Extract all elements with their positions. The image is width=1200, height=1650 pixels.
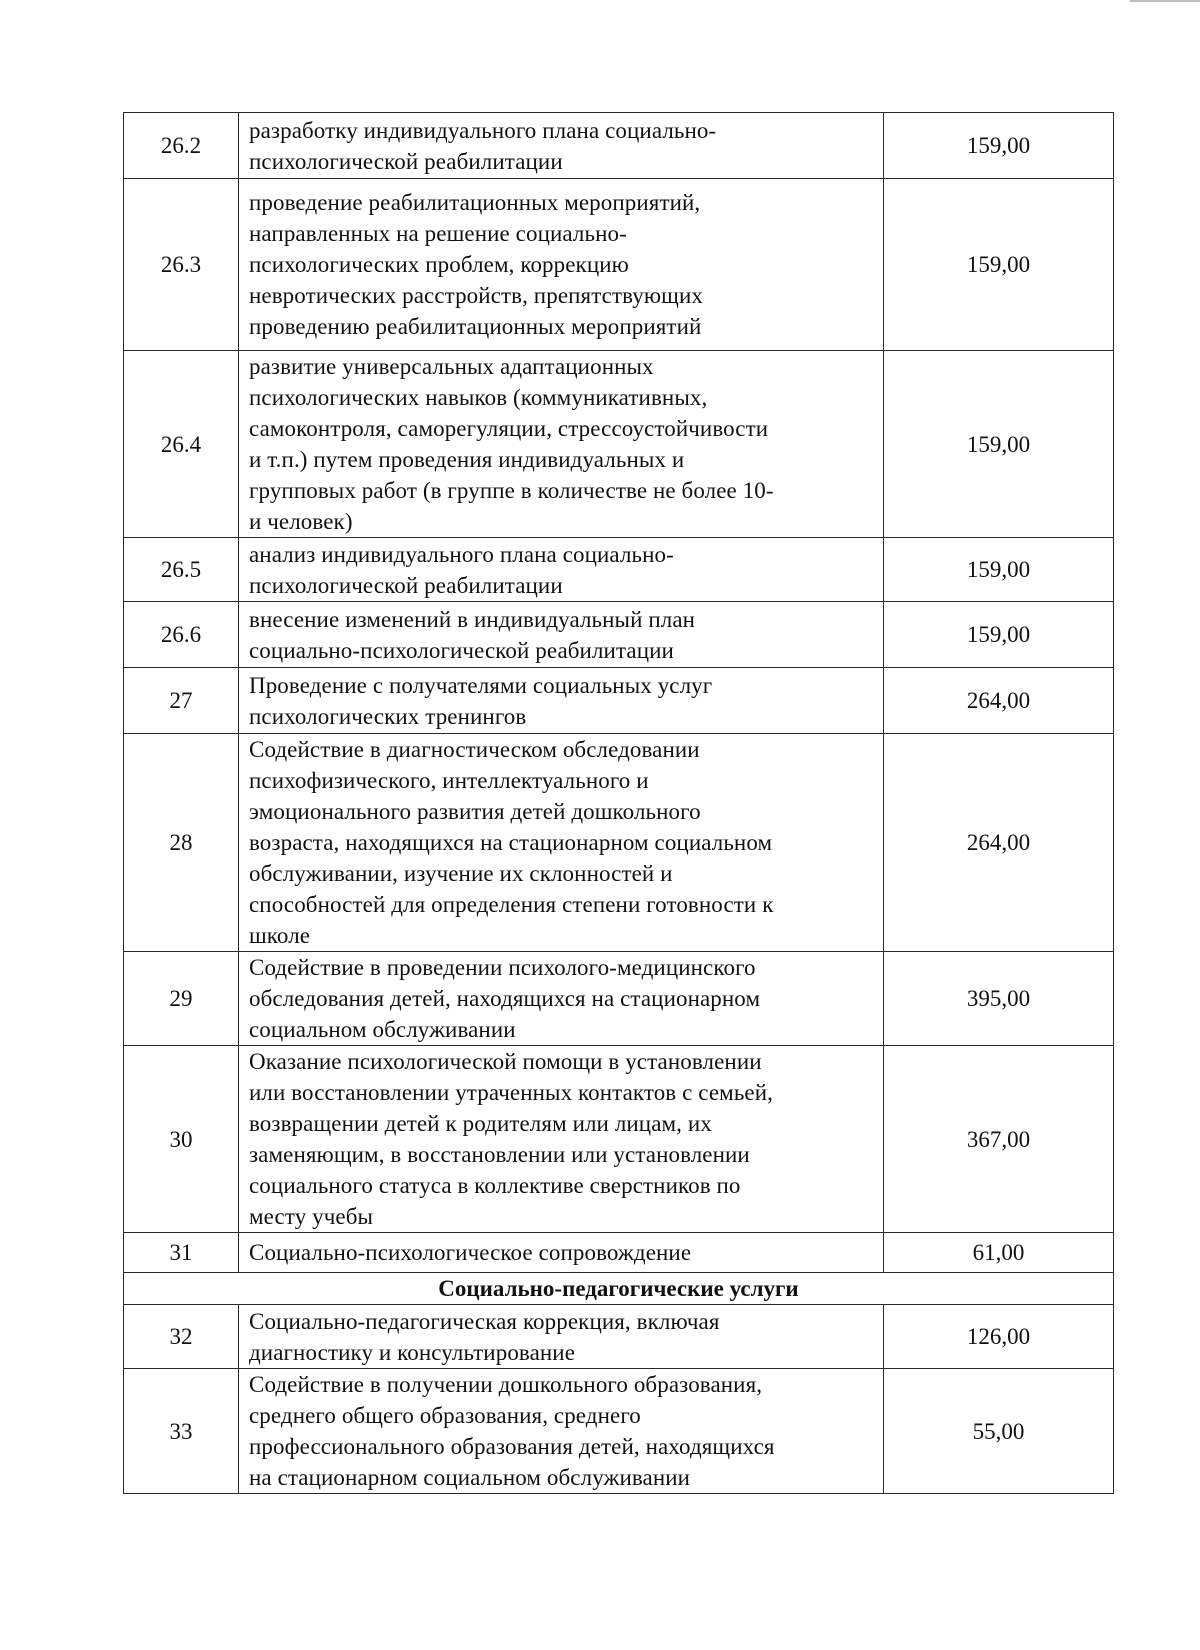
table-row	[124, 602, 1114, 668]
table-row	[124, 668, 1114, 734]
service-description: Социально-психологическое сопровождение	[239, 1233, 884, 1273]
service-price: 126,00	[884, 1305, 1114, 1369]
table-row	[124, 113, 1114, 179]
row-number: 27	[124, 668, 239, 734]
section-header-row	[124, 1273, 1114, 1305]
service-description: Содействие в проведении психолого-медицинского обследования детей, находящихся на стационарном социальном обслуживании	[239, 952, 884, 1046]
scan-edge-mark	[1130, 0, 1200, 10]
row-number: 28	[124, 734, 239, 952]
row-number: 31	[124, 1233, 239, 1273]
service-description: внесение изменений в индивидуальный план социально-психологической реабилитации	[239, 602, 884, 668]
table-row	[124, 351, 1114, 538]
table-row	[124, 538, 1114, 602]
service-description: Содействие в диагностическом обследовании психофизического, интеллектуального и эмоционального развития детей дошкольного возраста, находящихся на стационарном социальном обслуживании, изучение их склонностей и способностей для определения степени готовности к школе	[239, 734, 884, 952]
service-description: разработку индивидуального плана социально- психологической реабилитации	[239, 113, 884, 179]
row-number: 29	[124, 952, 239, 1046]
row-number: 33	[124, 1369, 239, 1494]
service-price: 395,00	[884, 952, 1114, 1046]
service-price: 159,00	[884, 602, 1114, 668]
table-row	[124, 179, 1114, 351]
service-description: анализ индивидуального плана социально- психологической реабилитации	[239, 538, 884, 602]
table-row	[124, 1305, 1114, 1369]
row-number: 26.6	[124, 602, 239, 668]
services-price-table	[123, 112, 1114, 1494]
row-number: 26.4	[124, 351, 239, 538]
row-number: 26.3	[124, 179, 239, 351]
service-description: проведение реабилитационных мероприятий, направленных на решение социально- психологических проблем, коррекцию невротических расстройств, препятствующих проведению реабилитационных мероприятий	[239, 179, 884, 351]
service-price: 159,00	[884, 113, 1114, 179]
table-row	[124, 734, 1114, 952]
service-description: развитие универсальных адаптационных психологических навыков (коммуникативных, самоконтроля, саморегуляции, стрессоустойчивости и т.п.) путем проведения индивидуальных и групповых работ (в группе в количестве не более 10- и человек)	[239, 351, 884, 538]
row-number: 30	[124, 1046, 239, 1233]
service-price: 159,00	[884, 351, 1114, 538]
service-price: 159,00	[884, 538, 1114, 602]
row-number: 26.2	[124, 113, 239, 179]
row-number: 32	[124, 1305, 239, 1369]
service-price: 159,00	[884, 179, 1114, 351]
service-description: Оказание психологической помощи в установлении или восстановлении утраченных контактов с семьей, возвращении детей к родителям или лицам, их заменяющим, в восстановлении или установлении социального статуса в коллективе сверстников по месту учебы	[239, 1046, 884, 1233]
table-row	[124, 952, 1114, 1046]
table-row	[124, 1046, 1114, 1233]
section-title: Социально-педагогические услуги	[124, 1273, 1114, 1305]
service-price: 367,00	[884, 1046, 1114, 1233]
service-price: 264,00	[884, 668, 1114, 734]
table-row	[124, 1369, 1114, 1494]
service-description: Социально-педагогическая коррекция, включая диагностику и консультирование	[239, 1305, 884, 1369]
service-price: 264,00	[884, 734, 1114, 952]
table-row	[124, 1233, 1114, 1273]
service-price: 61,00	[884, 1233, 1114, 1273]
service-description: Проведение с получателями социальных услуг психологических тренингов	[239, 668, 884, 734]
service-description: Содействие в получении дошкольного образования, среднего общего образования, среднего профессионального образования детей, находящихся на стационарном социальном обслуживании	[239, 1369, 884, 1494]
service-price: 55,00	[884, 1369, 1114, 1494]
row-number: 26.5	[124, 538, 239, 602]
